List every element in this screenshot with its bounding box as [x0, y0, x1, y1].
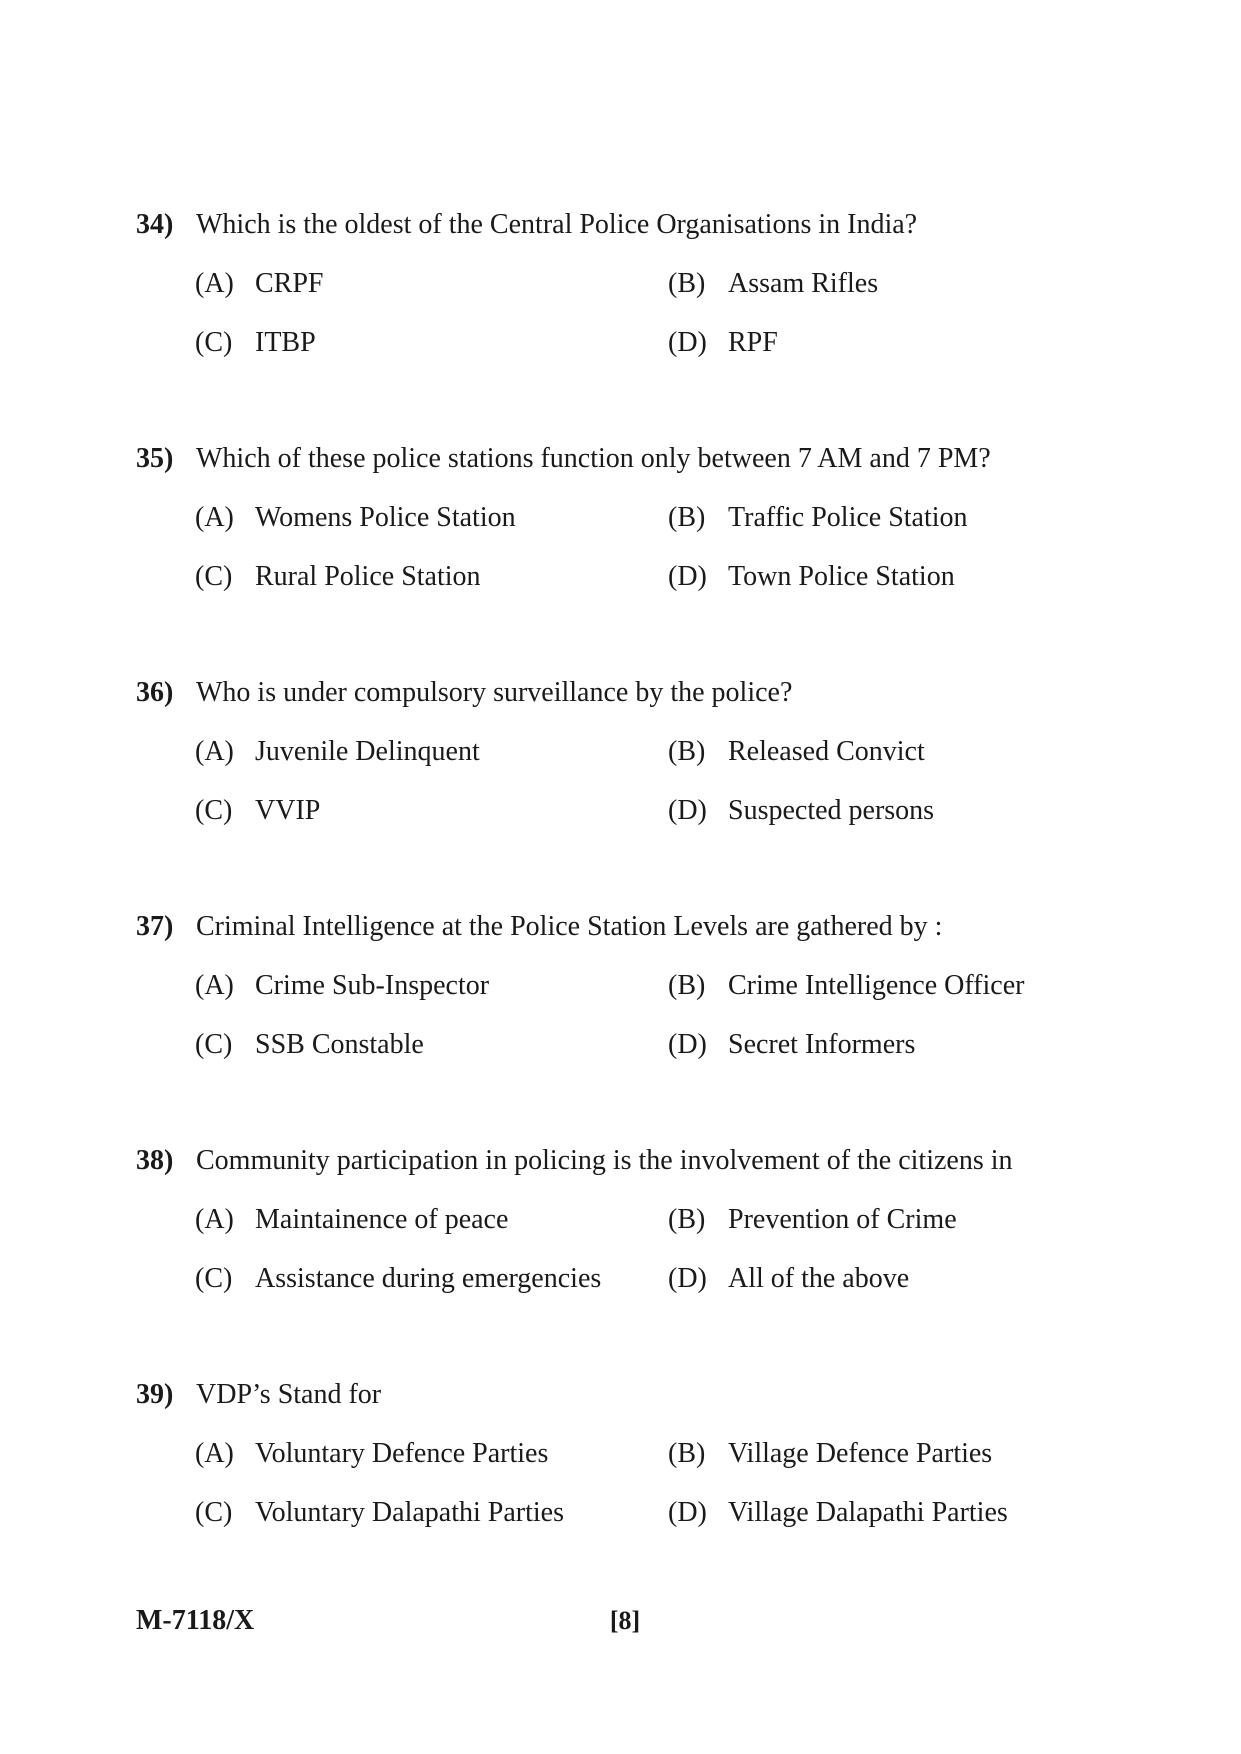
option-text: RPF — [728, 327, 778, 358]
option-letter: (D) — [668, 327, 707, 358]
option-b — [668, 969, 1024, 1003]
option-a — [195, 1203, 508, 1237]
option-letter: (A) — [195, 970, 234, 1001]
option-a — [195, 267, 324, 301]
option-b — [668, 735, 925, 769]
option-letter: (B) — [668, 736, 706, 767]
option-letter: (D) — [668, 1263, 707, 1294]
question-number: 37) — [136, 911, 174, 942]
option-text: Crime Intelligence Officer — [728, 970, 1025, 1001]
option-text: ITBP — [255, 327, 316, 358]
option-a — [195, 501, 516, 535]
option-c — [195, 1262, 601, 1296]
option-text: Traffic Police Station — [728, 502, 968, 533]
option-b — [668, 1437, 992, 1471]
option-letter: (B) — [668, 268, 706, 299]
option-text: Voluntary Defence Parties — [255, 1438, 549, 1469]
option-c — [195, 1028, 424, 1062]
question-line — [136, 910, 942, 944]
option-text: All of the above — [728, 1263, 910, 1294]
question-number: 35) — [136, 443, 174, 474]
question-number: 39) — [136, 1379, 174, 1410]
option-letter: (C) — [195, 1497, 233, 1528]
option-d — [668, 1028, 915, 1062]
option-text: Juvenile Delinquent — [255, 736, 480, 767]
option-text: Assam Rifles — [728, 268, 879, 299]
option-letter: (C) — [195, 327, 233, 358]
option-text: Assistance during emergencies — [255, 1263, 602, 1294]
option-letter: (B) — [668, 502, 706, 533]
option-letter: (A) — [195, 1438, 234, 1469]
question-number: 34) — [136, 209, 174, 240]
option-text: Village Defence Parties — [728, 1438, 993, 1469]
option-letter: (C) — [195, 1263, 233, 1294]
page-number: [8] — [609, 1606, 641, 1635]
option-d — [668, 1262, 909, 1296]
option-letter: (B) — [668, 970, 706, 1001]
question-text: VDP’s Stand for — [196, 1379, 382, 1410]
option-text: Womens Police Station — [255, 502, 516, 533]
option-letter: (B) — [668, 1438, 706, 1469]
question-number: 38) — [136, 1145, 174, 1176]
option-letter: (D) — [668, 561, 707, 592]
option-letter: (C) — [195, 795, 233, 826]
option-text: Town Police Station — [728, 561, 955, 592]
option-letter: (D) — [668, 1497, 707, 1528]
question-text: Criminal Intelligence at the Police Station Levels are gathered by : — [196, 911, 943, 942]
option-c — [195, 560, 481, 594]
option-text: Village Dalapathi Parties — [728, 1497, 1008, 1528]
question-line — [136, 1378, 381, 1412]
question-text: Which of these police stations function only between 7 AM and 7 PM? — [196, 443, 991, 474]
option-text: Voluntary Dalapathi Parties — [255, 1497, 564, 1528]
question-line — [136, 1144, 1013, 1178]
option-letter: (A) — [195, 1204, 234, 1235]
option-letter: (A) — [195, 268, 234, 299]
option-c — [195, 326, 316, 360]
option-c — [195, 1496, 564, 1530]
option-d — [668, 1496, 1008, 1530]
option-a — [195, 1437, 548, 1471]
option-b — [668, 501, 968, 535]
option-text: CRPF — [255, 268, 324, 299]
question-line — [136, 442, 991, 476]
option-a — [195, 969, 489, 1003]
option-a — [195, 735, 480, 769]
paper-code: M-7118/X — [136, 1605, 255, 1636]
question-text: Which is the oldest of the Central Police Organisations in India? — [196, 209, 918, 240]
question-line — [136, 676, 792, 710]
option-text: Maintainence of peace — [255, 1204, 509, 1235]
option-letter: (C) — [195, 561, 233, 592]
question-number: 36) — [136, 677, 174, 708]
option-text: Crime Sub-Inspector — [255, 970, 490, 1001]
option-letter: (A) — [195, 736, 234, 767]
option-letter: (B) — [668, 1204, 706, 1235]
option-text: VVIP — [255, 795, 321, 826]
question-line — [136, 208, 917, 242]
option-b — [668, 1203, 957, 1237]
question-text: Community participation in policing is the involvement of the citizens in — [196, 1145, 1013, 1176]
option-letter: (D) — [668, 1029, 707, 1060]
option-d — [668, 560, 955, 594]
option-letter: (A) — [195, 502, 234, 533]
option-d — [668, 794, 934, 828]
option-text: Secret Informers — [728, 1029, 916, 1060]
option-text: Rural Police Station — [255, 561, 481, 592]
option-letter: (C) — [195, 1029, 233, 1060]
option-text: Released Convict — [728, 736, 925, 767]
option-text: Suspected persons — [728, 795, 935, 826]
option-d — [668, 326, 778, 360]
question-text: Who is under compulsory surveillance by the police? — [196, 677, 793, 708]
option-letter: (D) — [668, 795, 707, 826]
option-c — [195, 794, 320, 828]
option-b — [668, 267, 878, 301]
option-text: SSB Constable — [255, 1029, 424, 1060]
option-text: Prevention of Crime — [728, 1204, 957, 1235]
